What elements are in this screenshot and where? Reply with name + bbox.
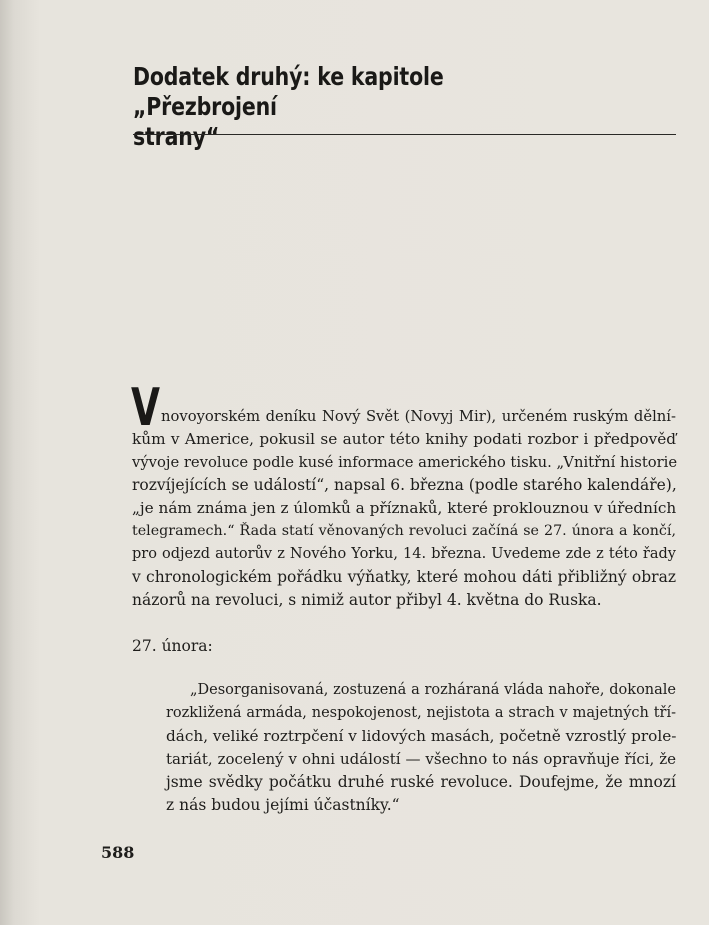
quote-line: z nás budou jejími účastníky.“ — [166, 796, 400, 814]
intro-line: rozvíjejících se událostí“, napsal 6. března (podle starého kalendáře), — [132, 476, 677, 494]
quote-line: tariát, zocelený v ohni událostí — všechno to nás opravňuje říci, že — [166, 750, 676, 768]
intro-line: telegramech.“ Řada statí věnovaných revoluci začíná se 27. února a končí, — [132, 523, 676, 539]
quote-line: „Desorganisovaná, zostuzená a rozháraná vláda nahoře, dokonale — [190, 682, 676, 698]
chapter-heading-line-2: strany“ — [133, 122, 220, 151]
heading-rule — [133, 134, 676, 135]
quote-line: jsme svědky počátku druhé ruské revoluce. Doufejme, že mnozí — [166, 773, 676, 791]
intro-line: pro odjezd autorův z Nového Yorku, 14. března. Uvedeme zde z této řady — [132, 546, 676, 562]
quote-line: dách, veliké roztrpčení v lidových masách, početně vzrostlý prole- — [166, 727, 677, 745]
intro-line: novoyorském deníku Nový Svět (Novyj Mir), určeném ruským dělní- — [161, 408, 676, 425]
intro-line: kům v Americe, pokusil se autor této knihy podati rozbor i předpověď — [132, 430, 676, 448]
intro-line: „je nám známa jen z úlomků a příznaků, které proklouznou v úředních — [132, 499, 677, 517]
intro-line: názorů na revoluci, s nimiž autor přibyl 4. května do Ruska. — [132, 591, 602, 609]
entry-date: 27. února: — [132, 637, 213, 655]
chapter-heading-line-1: Dodatek druhý: ke kapitole „Přezbrojení — [133, 62, 444, 121]
quote-line: rozkližená armáda, nespokojenost, nejistota a strach v majetných tří- — [166, 705, 676, 721]
intro-line: v chronologickém pořádku výňatky, které mohou dáti přibližný obraz — [132, 568, 676, 586]
intro-line: vývoje revoluce podle kusé informace amerického tisku. „Vnitřní historie — [132, 454, 678, 471]
drop-cap: V — [131, 378, 160, 438]
chapter-heading — [133, 62, 576, 152]
page-number: 588 — [101, 843, 135, 862]
